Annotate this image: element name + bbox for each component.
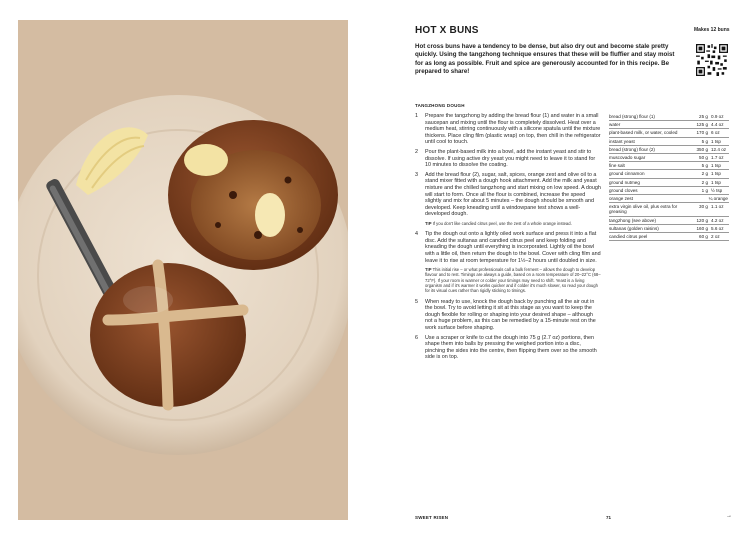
ingredient-name: muscovado sugar — [609, 154, 697, 162]
step-text: Pour the plant-based milk into a bowl, add the instant yeast and stir to dissolve. If using active dry yeast you might need to leave it to stand for 10 minutes to dissolve the coating. — [425, 148, 596, 169]
ingredient-row — [609, 145, 729, 153]
ingredient-alt-quantity: 0.9 oz — [711, 113, 729, 121]
ingredient-alt-quantity: 2 oz — [711, 233, 729, 241]
step-text: When ready to use, knock the dough back by punching all the air out in the bowl. Try to avoid letting it sit at this stage as you want to keep the dough flexible for rolling or shaping into your desired shape – although not a huge problem, as this can be remedied by a 15-minute rest on the work surface before shaping. — [425, 298, 596, 332]
photo-illustration — [18, 20, 348, 520]
ingredient-quantity: 2 g — [697, 170, 712, 178]
ingredient-alt-quantity: ½ tsp — [711, 186, 729, 194]
tip-note — [425, 221, 601, 226]
recipe-intro: Hot cross buns have a tendency to be dense, but also dry out and become stale pretty quickly. Using the tangzhong technique ensures that these will be fluffier and stay moist for as long as possible. Fruit and spice are generously accounted for in this recipe. Be prepared to share! — [415, 43, 675, 75]
ingredients-table — [609, 113, 729, 241]
ingredient-row — [609, 233, 729, 241]
ingredient-alt-quantity: 1.1 oz — [711, 203, 729, 216]
ingredient-alt-quantity: 1 tsp — [711, 137, 729, 145]
ingredient-name: bread (strong) flour (1) — [609, 113, 697, 121]
step-number: 6 — [415, 334, 418, 341]
ingredient-quantity: 1 g — [697, 186, 712, 194]
ingredient-quantity: 30 g — [697, 203, 712, 216]
ingredient-row — [609, 195, 729, 203]
ingredient-name: ground cinnamon — [609, 170, 697, 178]
ingredient-quantity: 170 g — [697, 129, 712, 137]
step-number: 5 — [415, 298, 418, 305]
step-text: Add the bread flour (2), sugar, salt, spices, orange zest and olive oil to a stand mixer fitted with a dough hook attachment. Add the milk and yeast mixture and the chilled tangzhong and start mixing on low speed. A dough will start to form. Once all the flour is combined, increase the speed slightly and mix for about 5 minutes – the dough should be smooth and developed. Keep kneading until a windowpane test shows a well-developed dough. — [425, 171, 601, 218]
ingredient-name: extra virgin olive oil, plus extra for greasing — [609, 203, 697, 216]
tip-note — [425, 267, 601, 293]
step-number: 2 — [415, 148, 418, 155]
method-step — [415, 335, 601, 361]
ingredient-name: tangzhong (see above) — [609, 216, 697, 224]
ingredient-name: bread (strong) flour (2) — [609, 145, 697, 153]
step-number: 3 — [415, 171, 418, 178]
ingredient-quantity: ¼ orange — [697, 195, 730, 203]
ingredient-quantity: 5 g — [697, 137, 712, 145]
ingredient-alt-quantity: 1 tsp — [711, 170, 729, 178]
recipe-yield: Makes 12 buns — [694, 27, 730, 33]
ingredient-row — [609, 170, 729, 178]
method-step — [415, 299, 601, 332]
ingredient-name: orange zest — [609, 195, 697, 203]
ingredient-quantity: 125 g — [697, 121, 712, 129]
ingredient-row — [609, 129, 729, 137]
ingredient-quantity: 5 g — [697, 162, 712, 170]
step-text: Tip the dough out onto a lightly oiled work surface and press it into a flat disc. Add the sultanas and candied citrus peel and keep folding and kneading the dough until everything is incorporated. Lightly oil the bowl with a little oil, then return the dough to the bowl. Cover with cling film and leave it to rise at room temperature for 1½–2 hours until doubled in size. — [425, 231, 601, 264]
ingredient-name: ground cloves — [609, 186, 697, 194]
ingredient-row — [609, 203, 729, 216]
ingredient-alt-quantity: 5.6 oz — [711, 224, 729, 232]
whole-bun — [90, 263, 246, 407]
ingredient-quantity: 160 g — [697, 224, 712, 232]
tip-label: TIP — [425, 267, 432, 273]
method-steps — [415, 113, 601, 364]
ingredient-quantity: 2 g — [697, 178, 712, 186]
ingredient-row — [609, 121, 729, 129]
ingredient-row — [609, 216, 729, 224]
ingredient-name: sultanas (golden raisins) — [609, 224, 697, 232]
step-number: 4 — [415, 231, 418, 238]
ingredient-row — [609, 186, 729, 194]
qr-code[interactable] — [696, 44, 728, 76]
ingredient-name: fine salt — [609, 162, 697, 170]
step-number: 1 — [415, 113, 418, 119]
ingredient-alt-quantity: 4.4 oz — [711, 121, 729, 129]
split-bun — [168, 120, 338, 270]
ingredient-quantity: 120 g — [697, 216, 712, 224]
method-step — [415, 149, 601, 169]
page-number: 71 — [606, 515, 612, 520]
step-text: Prepare the tangzhong by adding the bread flour (1) and water in a small saucepan and mixing until the flour is completely dissolved. Heat over a medium heat, stirring continuously with a silicone spatula until the mixture thickens. Place cling film (plastic wrap) on top, then chill in the refrigerator until cool to touch. — [425, 113, 601, 146]
ingredient-row — [609, 137, 729, 145]
recipe-title: HOT X BUNS — [415, 25, 479, 36]
footer-section-name: SWEET RISEN — [415, 515, 449, 520]
tip-text: If you don't like candied citrus peel, use the zest of a whole orange instead. — [431, 220, 572, 226]
ingredient-name: ground nutmeg — [609, 178, 697, 186]
ingredient-row — [609, 154, 729, 162]
ingredient-alt-quantity: 12.4 oz — [711, 145, 729, 153]
ingredient-row — [609, 224, 729, 232]
ingredient-row — [609, 113, 729, 121]
method-step — [415, 113, 601, 146]
ingredient-name: water — [609, 121, 697, 129]
ingredient-alt-quantity: 1.7 oz — [711, 154, 729, 162]
hot-cross-buns-photo — [18, 20, 348, 520]
step-text: Use a scraper or knife to cut the dough into 75 g (2.7 oz) portions, then shape them into balls by pressing the weighed portion into a disc, pinching the sides into the centre, then flipping them over so the smooth side is on top. — [425, 334, 597, 361]
next-page-arrow-icon: → — [726, 513, 732, 519]
tip-label: TIP — [425, 220, 432, 226]
ingredient-row — [609, 162, 729, 170]
ingredient-quantity: 350 g — [697, 145, 712, 153]
ingredient-row — [609, 178, 729, 186]
ingredient-quantity: 25 g — [697, 113, 712, 121]
ingredient-alt-quantity: 4.2 oz — [711, 216, 729, 224]
ingredient-name: candied citrus peel — [609, 233, 697, 241]
ingredient-alt-quantity: 1 tsp — [711, 162, 729, 170]
section-heading: TANGZHONG DOUGH — [415, 103, 465, 108]
ingredient-name: instant yeast — [609, 137, 697, 145]
ingredient-quantity: 60 g — [697, 233, 712, 241]
method-step — [415, 231, 601, 295]
method-step — [415, 172, 601, 228]
tip-text: This initial rise – or what professionals call a bulk ferment – allows the dough to develop flavour and to rest. Timings are always a guide, based on a room temperature of 20–22°C (68–72°F). If your room is warmer or colder your timings may need to shift. Yeast is a living organism and if it's warmer it works quicker and if colder it's much slower, so read your dough for its visual cues rather than rigidly sticking to timings. — [425, 267, 601, 294]
ingredient-alt-quantity: 1 tsp — [711, 178, 729, 186]
ingredient-name: plant-based milk, or water, cooled — [609, 129, 697, 137]
ingredient-alt-quantity: 6 oz — [711, 129, 729, 137]
ingredient-quantity: 50 g — [697, 154, 712, 162]
